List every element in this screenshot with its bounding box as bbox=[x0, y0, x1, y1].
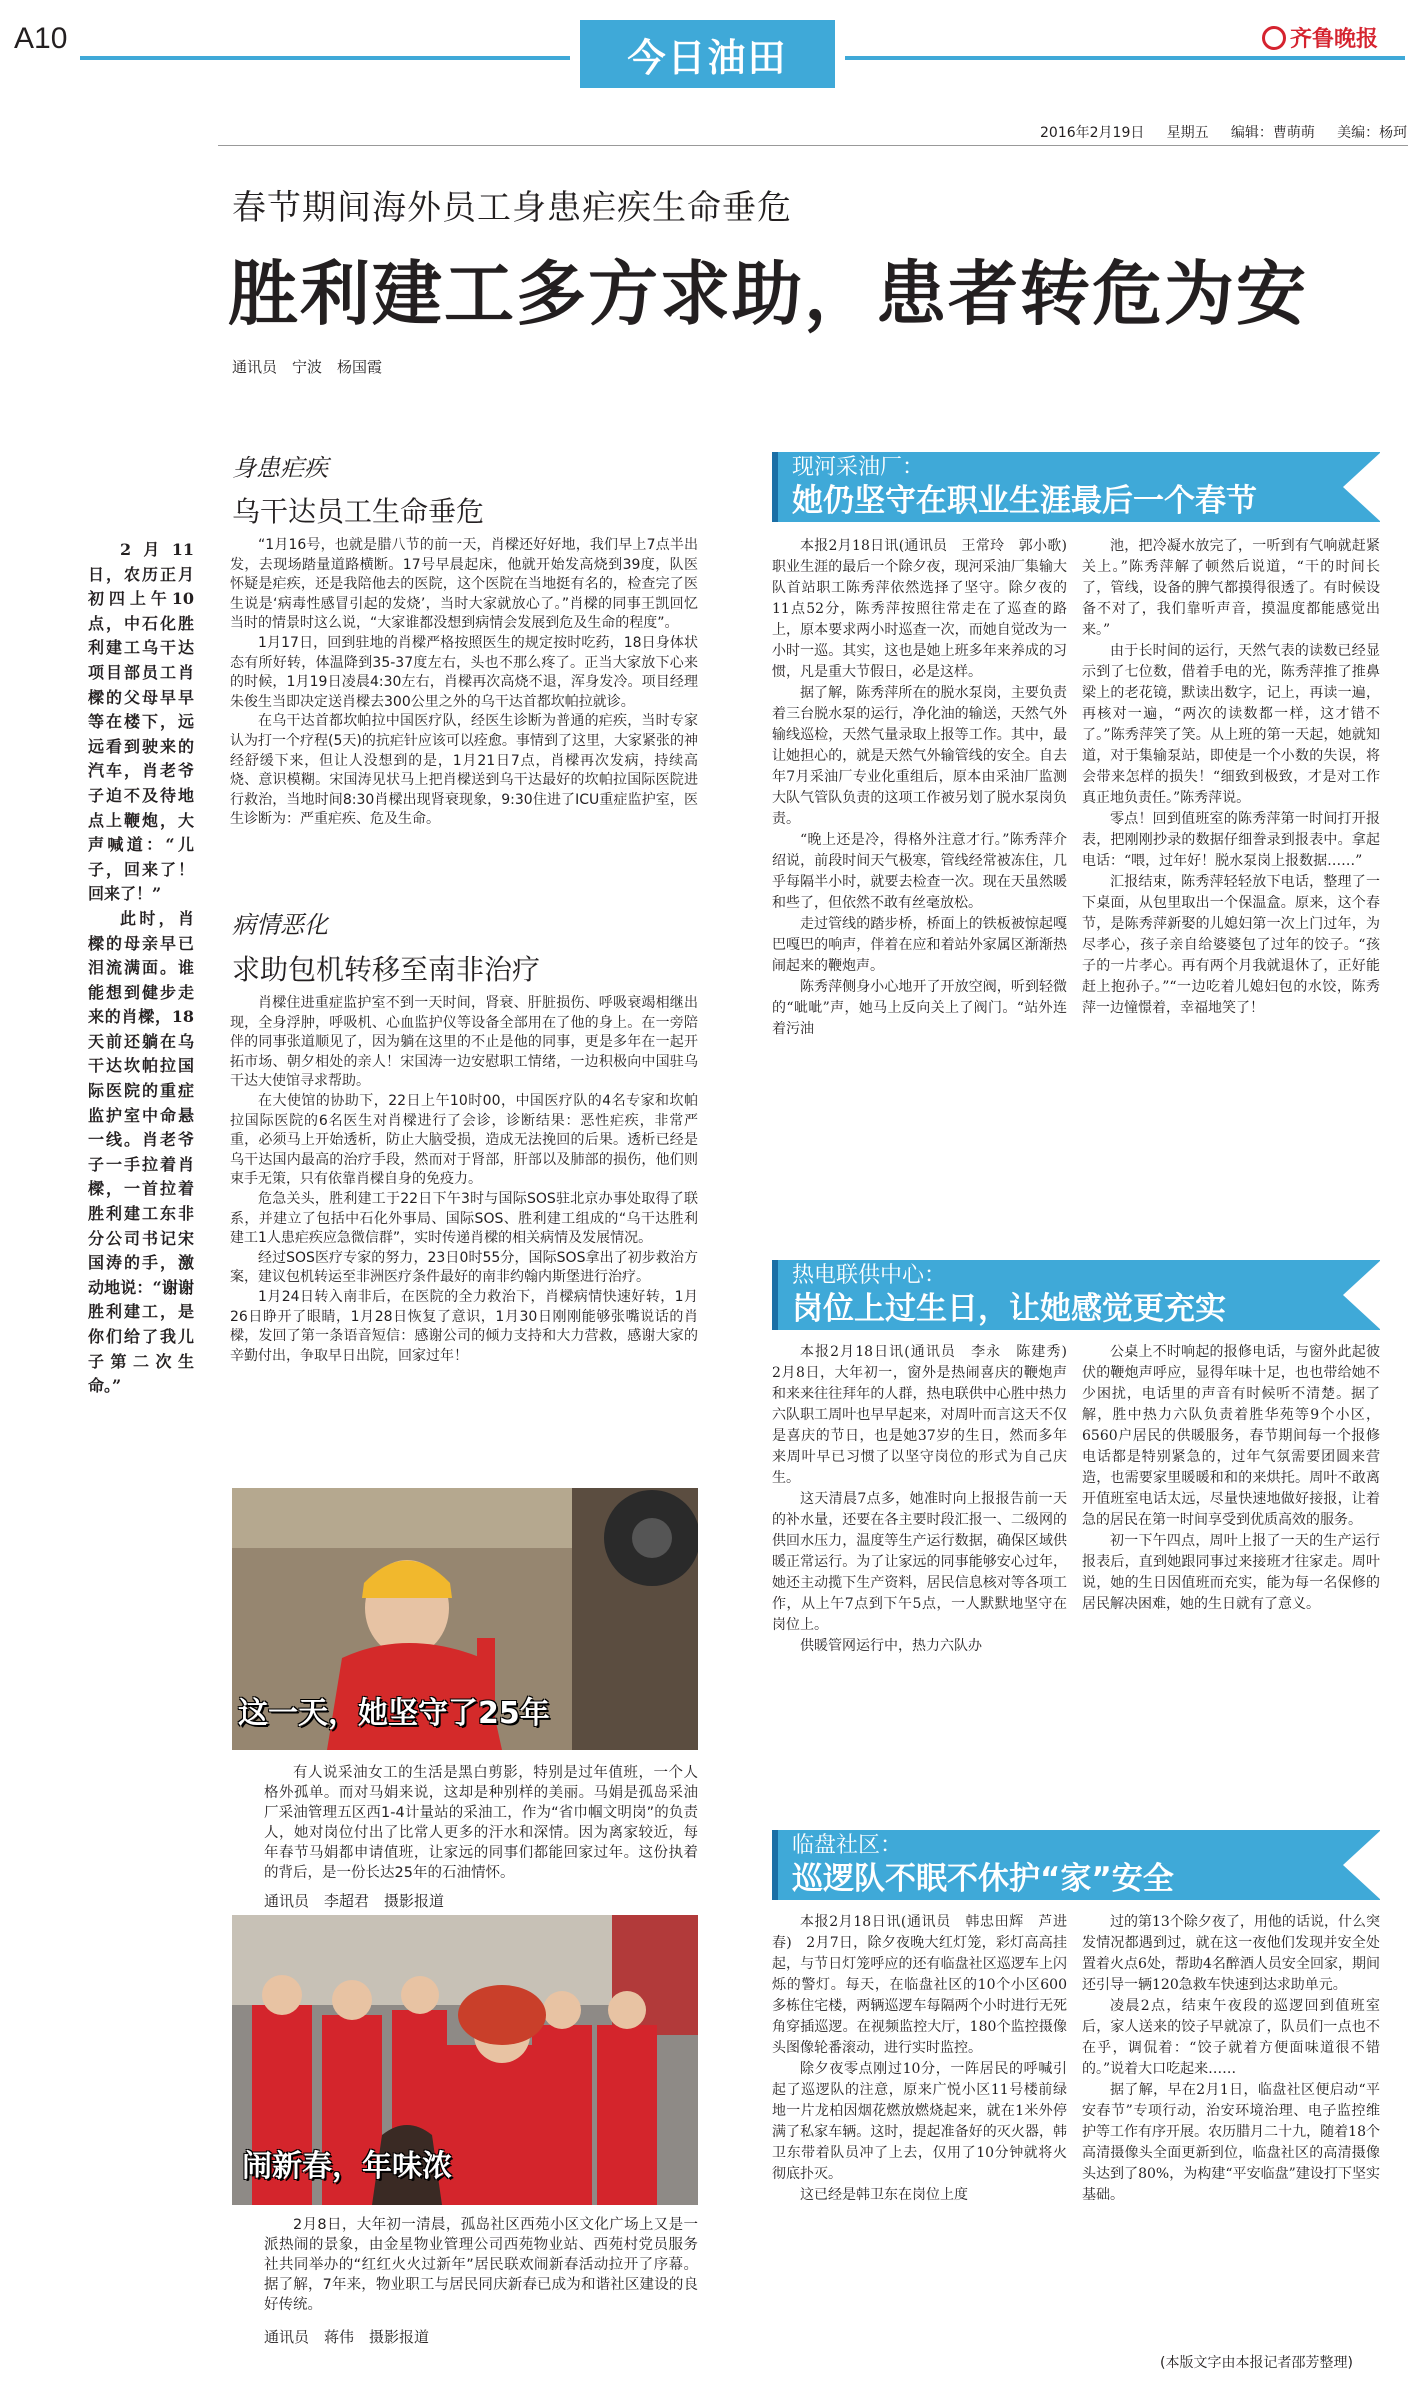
story3-sub: 临盘社区： bbox=[792, 1833, 903, 1858]
story2-para: 初一下午四点，周叶上报了一天的生产运行报表后，直到她跟同事过来接班才往家走。周叶说，她的生日因值班而充实，能为每一名保修的居民解决困难，她的生日就有了意义。 bbox=[1082, 1533, 1380, 1612]
photo-new-year-celebration bbox=[232, 1915, 698, 2205]
story3-para: 过的第13个除夕夜了，用他的话说，什么突发情况都遇到过，就在这一夜他们发现并安全处置着火点6处，帮助4名醉酒人员安全回家，期间还引导一辆120急救车快速到达求助单元。 bbox=[1082, 1914, 1380, 1993]
story2-sub: 热电联供中心： bbox=[792, 1263, 947, 1288]
story3-title: 巡逻队不眠不休护“家”安全 bbox=[792, 1861, 1174, 1897]
story1-col1 bbox=[772, 536, 1081, 1040]
section-banner bbox=[580, 20, 835, 88]
story1-para: 由于长时间的运行，天然气表的读数已经显示到了七位数，借着手电的光，陈秀萍推了推鼻梁上的老花镜，默读出数字，记上，再读一遍，再核对一遍，“两次的读数都一样，这才错不了。”陈秀萍笑了笑。从上班的第一天起，她就知道，对于集输泵站，即使是一个小数的失误，将会带来怎样的损失！“细致到极致，才是对工作真正地负责任。”陈秀萍说。 bbox=[1082, 643, 1380, 806]
story3-col2 bbox=[1082, 1912, 1380, 2206]
story3-para: 凌晨2点，结束午夜段的巡逻回到值班室后，家人送来的饺子早就凉了，队员们一点也不在乎，调侃着：“饺子就着方便面味道很不错的。”说着大口吃起来…… bbox=[1082, 1998, 1380, 2077]
story1-banner-bar bbox=[772, 452, 778, 522]
story2-para: 公桌上不时响起的报修电话，与窗外此起彼伏的鞭炮声呼应，显得年味十足，也也带给她不少困扰，电话里的声音有时候听不清楚。据了解，胜中热力六队负责着胜华苑等9个小区，6560户居民的供暖服务，春节期间每一个报修电话都是特别紧急的，过年气氛需要团圆来营造，也需要家里暖暖和和的来烘托。周叶不敢离开值班室电话太远，尽量快速地做好接报，让着急的居民在第一时间享受到优质高效的服务。 bbox=[1082, 1344, 1380, 1528]
lead-kicker: 春节期间海外员工身患疟疾生命垂危 bbox=[232, 188, 792, 228]
section1-title: 乌干达员工生命垂危 bbox=[232, 495, 485, 528]
header-info bbox=[1040, 122, 1407, 142]
story3-para: 除夕夜零点刚过10分，一阵居民的呼喊引起了巡逻队的注意，原来广悦小区11号楼前绿地一片龙柏因烟花燃放燃烧起来，就在1米外停满了私家车辆。这时，提起准备好的灭火器，韩卫东带着队员冲了上去，仅用了10分钟就将火彻底扑灭。 bbox=[772, 2061, 1067, 2182]
section2-kicker: 病情恶化 bbox=[232, 911, 328, 939]
story1-para: 本报2月18日讯(通讯员 王常玲 郭小歌) 职业生涯的最后一个除夕夜，现河采油厂集输大队首站职工陈秀萍依然选择了坚守。除夕夜的11点52分，陈秀萍按照往常走在了巡查的路上，原本要求两小时巡查一次，而她自觉改为一小时一巡。其实，这也是她上班多年来养成的习惯，凡是重大节假日，必是这样。 bbox=[772, 538, 1081, 680]
issue-date: 2016年2月19日 bbox=[1040, 125, 1145, 141]
section2-para: 在大使馆的协助下，22日上午10时00，中国医疗队的4名专家和坎帕拉国际医院的6名医生对肖樑进行了会诊，诊断结果：恶性疟疾，非常严重，必须马上开始透析，防止大脑受损，造成无法挽回的后果。透析已经是乌干达国内最高的治疗手段，然而对于肾部，肝部以及肺部的损伤，他们则束手无策，只有依靠肖樑自身的免疫力。 bbox=[230, 1092, 698, 1188]
photo1-credit: 通讯员 李超君 摄影报道 bbox=[264, 1892, 445, 1910]
section1-para: “1月16号，也就是腊八节的前一天，肖樑还好好地，我们早上7点半出发，去现场踏量道路横断。17号早晨起床，他就开始发高烧到39度，队医怀疑是疟疾，还是我陪他去的医院，这个医院在当地挺有名的，检查完了医生说是‘病毒性感冒引起的发烧’，当时大家就放心了。”肖樑的同事王凯回忆当时的情景时这么说，“大家谁都没想到病情会发展到危及生命的程度”。 bbox=[230, 537, 698, 632]
story1-para: 走过管线的踏步桥，桥面上的铁板被惊起嘎巴嘎巴的响声，伴着在应和着站外家属区渐渐热闹起来的鞭炮声。 bbox=[772, 916, 1067, 974]
lead-headline: 胜利建工多方求助，患者转危为安 bbox=[228, 253, 1308, 335]
section2-title: 求助包机转移至南非治疗 bbox=[232, 953, 541, 986]
lead-byline: 通讯员 宁波 杨国霞 bbox=[232, 358, 383, 376]
story3-para: 本报2月18日讯(通讯员 韩忠田辉 芦进春) 2月7日，除夕夜晚大红灯笼，彩灯高高挂起，与节日灯笼呼应的还有临盘社区巡逻车上闪烁的警灯。每天，在临盘社区的10个小区600多栋住宅楼，两辆巡逻车每隔两个小时进行无死角穿插巡逻。在视频监控大厅，180个监控摄像头图像轮番滚动，进行实时监控。 bbox=[772, 1914, 1067, 2056]
brand-name: 齐鲁晚报 bbox=[1290, 26, 1379, 52]
photo2-caption: 2月8日，大年初一清晨，孤岛社区西苑小区文化广场上又是一派热闹的景象，由金星物业管理公司西苑物业站、西苑村党员服务社共同举办的“红红火火过新年”居民联欢闹新春活动拉开了序幕。据了解，7年来，物业职工与居民同庆新春已成为和谐社区建设的良好传统。 bbox=[264, 2217, 698, 2313]
section2-para: 危急关头，胜利建工于22日下午3时与国际SOS驻北京办事处取得了联系，并建立了包括中石化外事局、国际SOS、胜利建工组成的“乌干达胜利建工1人患疟疾应急微信群”，实时传递肖樑的相关病情及发展情况。 bbox=[230, 1190, 698, 1247]
story1-para: 汇报结束，陈秀萍轻轻放下电话，整理了一下桌面，从包里取出一个保温盒。原来，这个春节，是陈秀萍新娶的儿媳妇第一次上门过年，为尽孝心，孩子亲自给婆婆包了过年的饺子。“孩子的一片孝心。再有两个月我就退休了，正好能赶上抱孙子。”“一边吃着儿媳妇包的水饺，陈秀萍一边憧憬着，幸福地笑了！ bbox=[1082, 874, 1380, 1016]
story3-para: 据了解，早在2月1日，临盘社区便启动“平安春节”专项行动，治安环境治理、电子监控维护等工作有序开展。农历腊月二十九，随着18个高清摄像头全面更新到位，临盘社区的高清摄像头达到了80%，为构建“平安临盘”建设打下坚实基础。 bbox=[1082, 2082, 1380, 2203]
story3-banner bbox=[772, 1830, 1380, 1900]
footer-note: (本版文字由本报记者邵芳整理) bbox=[1160, 2355, 1353, 2371]
section1-para: 在乌干达首都坎帕拉中国医疗队，经医生诊断为普通的疟疾，当时专家认为打一个疗程(5天)的抗疟针应该可以痊愈。事情到了这里，大家紧张的神经舒缓下来，但让人没想到的是，1月21日7点，肖樑再次发病，持续高烧、意识模糊。宋国涛见状马上把肖樑送到乌干达最好的坎帕拉国际医院进行救治，当地时间8:30肖樑出现肾衰现象，9:30住进了ICU重症监护室，医生诊断为：严重疟疾、危及生命。 bbox=[230, 713, 698, 828]
story2-banner bbox=[772, 1260, 1380, 1330]
story1-col2 bbox=[1082, 536, 1380, 1019]
banner-arrow-icon bbox=[1343, 452, 1381, 522]
story1-para: 陈秀萍侧身小心地开了开放空阀，听到轻微的“呲呲”声，她马上反向关上了阀门。“站外连着污油 bbox=[772, 979, 1067, 1037]
sidebar-quote-p1: 2月11日，农历正月初四上午10点，中石化胜利建工乌干达项目部员工肖樑的父母早早等在楼下，远远看到驶来的汽车，肖老爷子迫不及待地点上鞭炮，大声喊道：“儿子，回来了！回来了！” bbox=[88, 540, 194, 904]
header-line bbox=[80, 56, 570, 60]
brand-seal-icon bbox=[1262, 26, 1286, 50]
designer: 美编：杨珂 bbox=[1337, 125, 1408, 141]
story3-banner-bar bbox=[772, 1830, 778, 1900]
page-number: A10 bbox=[14, 22, 68, 55]
section2-para: 肖樑住进重症监护室不到一天时间，肾衰、肝脏损伤、呼吸衰竭相继出现，全身浮肿，呼吸机、心血监护仪等设备全部用在了他的身上。在一旁陪伴的同事张道顺见了，因为躺在这里的不止是他的同事，更是多年在一起开拓市场、朝夕相处的亲人！宋国涛一边安慰职工情绪，一边积极向中国驻乌干达大使馆寻求帮助。 bbox=[230, 995, 698, 1090]
story2-para: 本报2月18日讯(通讯员 李永 陈建秀) 2月8日，大年初一，窗外是热闹喜庆的鞭炮声和来来往往拜年的人群，热电联供中心胜中热力六队职工周叶也早早起来，对周叶而言这天不仅是喜庆的节日，也是她37岁的生日，然而多年来周叶早已习惯了以坚守岗位的形式为自己庆生。 bbox=[772, 1344, 1081, 1486]
section2-para: 1月24日转入南非后，在医院的全力救治下，肖樑病情快速好转，1月26日睁开了眼睛，1月28日恢复了意识，1月30日刚刚能够张嘴说话的肖樑，发回了第一条语音短信：感谢公司的倾力支持和大力营救，感谢大家的辛勤付出，争取早日出院，回家过年！ bbox=[230, 1288, 698, 1364]
sidebar-quote-p2: 此时，肖樑的母亲早已泪流满面。谁能想到健步走来的肖樑，18天前还躺在乌干达坎帕拉国际医院的重症监护室中命悬一线。肖老爷子一手拉着肖樑，一首拉着胜利建工东非分公司书记宋国涛的手，激动地说：“谢谢胜利建工，是你们给了我儿子第二次生命。” bbox=[88, 908, 194, 1396]
story2-para: 这天清晨7点多，她准时向上报报告前一天的补水量，还要在各主要时段汇报一、二级网的供回水压力，温度等生产运行数据，确保区域供暖正常运行。为了让家远的同事能够安心过年，她还主动揽下生产资料，居民信息核对等各项工作，从上午7点到下午5点，一人默默地坚守在岗位上。 bbox=[772, 1491, 1067, 1633]
story1-banner bbox=[772, 452, 1380, 522]
section-title: 今日油田 bbox=[627, 35, 788, 80]
story2-title: 岗位上过生日，让她感觉更充实 bbox=[792, 1291, 1226, 1327]
story1-para: 据了解，陈秀萍所在的脱水泵岗，主要负责着三台脱水泵的运行，净化油的输送，天然气外输线巡检，天然气量录取上报等工作。其中，最让她担心的，就是天然气外输管线的安全。自去年7月采油厂专业化重组后，原本由采油厂监测大队气管队负责的这项工作被另划了脱水泵岗负责。 bbox=[772, 685, 1067, 827]
story3-para: 这已经是韩卫东在岗位上度 bbox=[800, 2187, 968, 2203]
photo-oilfield-worker bbox=[232, 1488, 698, 1750]
section1-para: 1月17日，回到驻地的肖樑严格按照医生的规定按时吃药，18日身体状态有所好转，体温降到35-37度左右，头也不那么疼了。正当大家放下心来的时候，1月19日凌晨4:30左右，肖樑再次高烧不退，浑身发冷。项目经理朱俊生当即决定送肖樑去300公里之外的乌干达首都坎帕拉就诊。 bbox=[230, 634, 698, 710]
story2-col2 bbox=[1082, 1342, 1380, 1615]
story3-col1 bbox=[772, 1912, 1067, 2206]
photo1-overlay: 这一天，她坚守了25年 bbox=[238, 1696, 550, 1731]
photo1-caption: 有人说采油女工的生活是黑白剪影，特别是过年值班，一个人格外孤单。而对马娟来说，这却是种别样的美丽。马娟是孤岛采油厂采油管理五区西1-4计量站的采油工，作为“省巾帼文明岗”的负责人，她对岗位付出了比常人更多的汗水和深情。因为离家较近，每年春节马娟都申请值班，让家远的同事们都能回家过年。这份执着的背后，是一份长达25年的石油情怀。 bbox=[264, 1765, 698, 1881]
banner-arrow-icon bbox=[1343, 1260, 1381, 1330]
header-line-right bbox=[845, 56, 1405, 60]
story1-para: “晚上还是冷，得格外注意才行。”陈秀萍介绍说，前段时间天气极寒，管线经常被冻住，几乎每隔半小时，就要去检查一次。现在天虽然暖和些了，但依然不敢有丝毫放松。 bbox=[772, 832, 1067, 911]
story1-title: 她仍坚守在职业生涯最后一个春节 bbox=[792, 483, 1257, 519]
issue-weekday: 星期五 bbox=[1166, 125, 1209, 141]
section2-body bbox=[230, 994, 698, 1366]
section2-para: 经过SOS医疗专家的努力，23日0时55分，国际SOS拿出了初步救治方案，建议包机转运至非洲医疗条件最好的南非约翰内斯堡进行治疗。 bbox=[230, 1249, 698, 1286]
story1-para: 零点！回到值班室的陈秀萍第一时间打开报表，把刚刚抄录的数据仔细誊录到报表中。拿起电话：“喂，过年好！脱水泵岗上报数据……” bbox=[1082, 811, 1380, 869]
header-rule bbox=[218, 145, 1408, 146]
section1-body bbox=[230, 536, 698, 830]
section1-kicker: 身患疟疾 bbox=[232, 454, 328, 482]
story2-banner-bar bbox=[772, 1260, 778, 1330]
photo2-credit: 通讯员 蒋伟 摄影报道 bbox=[264, 2328, 430, 2346]
story1-sub: 现河采油厂： bbox=[792, 455, 925, 480]
story1-para: 池，把冷凝水放完了，一听到有气响就赶紧关上。”陈秀萍解了顿然后说道，“干的时间长了，管线，设备的脾气都摸得很透了。有时候设备不对了，我们靠听声音，摸温度都能感觉出来。” bbox=[1082, 538, 1380, 638]
brand-logo bbox=[1262, 22, 1378, 53]
photo2-overlay: 闹新春，年味浓 bbox=[242, 2149, 452, 2184]
editor: 编辑：曹萌萌 bbox=[1230, 125, 1315, 141]
banner-arrow-icon bbox=[1343, 1830, 1381, 1900]
story2-col1 bbox=[772, 1342, 1081, 1657]
story2-para: 供暖管网运行中，热力六队办 bbox=[800, 1638, 982, 1654]
sidebar-quote bbox=[88, 538, 194, 1399]
